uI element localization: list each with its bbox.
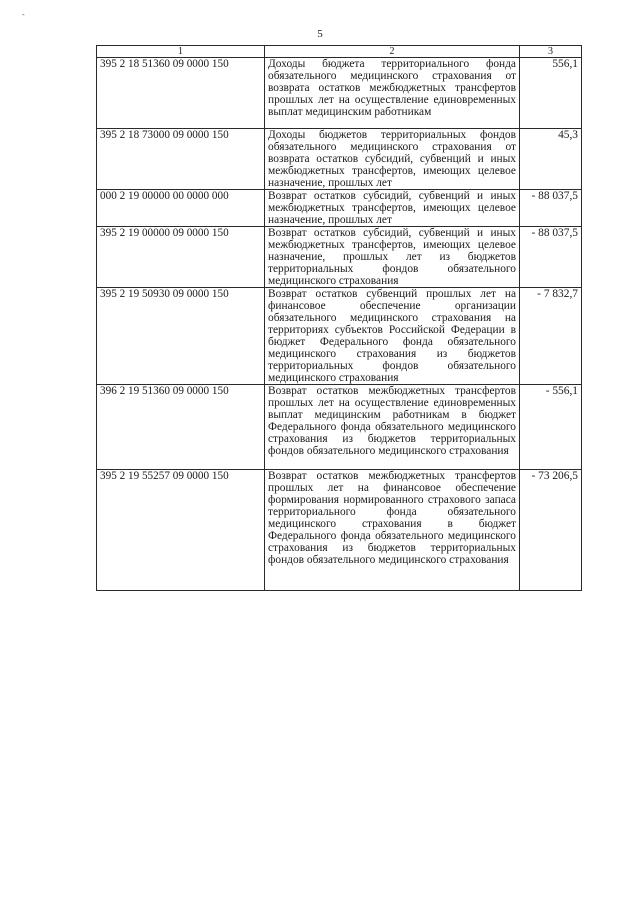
table-header-row [97,46,582,58]
budget-code: 395 2 18 73000 09 0000 150 [97,129,265,190]
budget-code: 000 2 19 00000 00 0000 000 [97,190,265,227]
row-description: Доходы бюджетов территориальных фондов обязательного медицинского страхования от возврата остатков субсидий, субвенций и иных межбюджетных трансфертов, имеющих целевое назначение, прошлых лет [265,129,520,190]
row-description: Возврат остатков межбюджетных трансфертов прошлых лет на финансовое обеспечение формирования нормированного страхового запаса территориального фонда обязательного медицинского страхования в бюджет Федерального фонда обязательного медицинского страхования из бюджетов территориальных фондов обязательного медицинского страхования [265,470,520,591]
table-row [97,288,582,385]
budget-code: 395 2 19 50930 09 0000 150 [97,288,265,385]
table-row [97,470,582,591]
row-description: Возврат остатков субсидий, субвенций и иных межбюджетных трансфертов, имеющих целевое назначение, прошлых лет [265,190,520,227]
row-amount: - 88 037,5 [520,227,582,288]
table-row [97,385,582,470]
column-header-code: 1 [97,46,265,58]
column-header-description: 2 [265,46,520,58]
row-amount: - 7 832,7 [520,288,582,385]
table-row [97,190,582,227]
row-amount: - 556,1 [520,385,582,470]
budget-revenue-table [96,45,582,591]
scan-mark: - [22,10,25,19]
row-amount: - 88 037,5 [520,190,582,227]
row-description: Возврат остатков субсидий, субвенций и иных межбюджетных трансфертов, имеющих целевое назначение, прошлых лет из бюджетов территориальных фондов обязательного медицинского страхования [265,227,520,288]
budget-code: 395 2 18 51360 09 0000 150 [97,58,265,129]
column-header-amount: 3 [520,46,582,58]
table-row [97,58,582,129]
table-row [97,129,582,190]
row-description: Возврат остатков субвенций прошлых лет на финансовое обеспечение организации обязательного медицинского страхования на территориях субъектов Российской Федерации в бюджет Федерального фонда обязательного медицинского страхования из бюджетов территориальных фондов обязательного медицинского страхования [265,288,520,385]
table-row [97,227,582,288]
row-amount: 556,1 [520,58,582,129]
row-description: Доходы бюджета территориального фонда обязательного медицинского страхования от возврата остатков межбюджетных трансфертов прошлых лет на осуществление единовременных выплат медицинским работникам [265,58,520,129]
budget-code: 395 2 19 00000 09 0000 150 [97,227,265,288]
budget-code: 395 2 19 55257 09 0000 150 [97,470,265,591]
page-number: 5 [317,28,323,40]
row-amount: - 73 206,5 [520,470,582,591]
row-amount: 45,3 [520,129,582,190]
budget-code: 396 2 19 51360 09 0000 150 [97,385,265,470]
row-description: Возврат остатков межбюджетных трансфертов прошлых лет на осуществление единовременных выплат медицинским работникам в бюджет Федерального фонда обязательного медицинского страхования из бюджетов территориальных фондов обязательного медицинского страхования [265,385,520,470]
